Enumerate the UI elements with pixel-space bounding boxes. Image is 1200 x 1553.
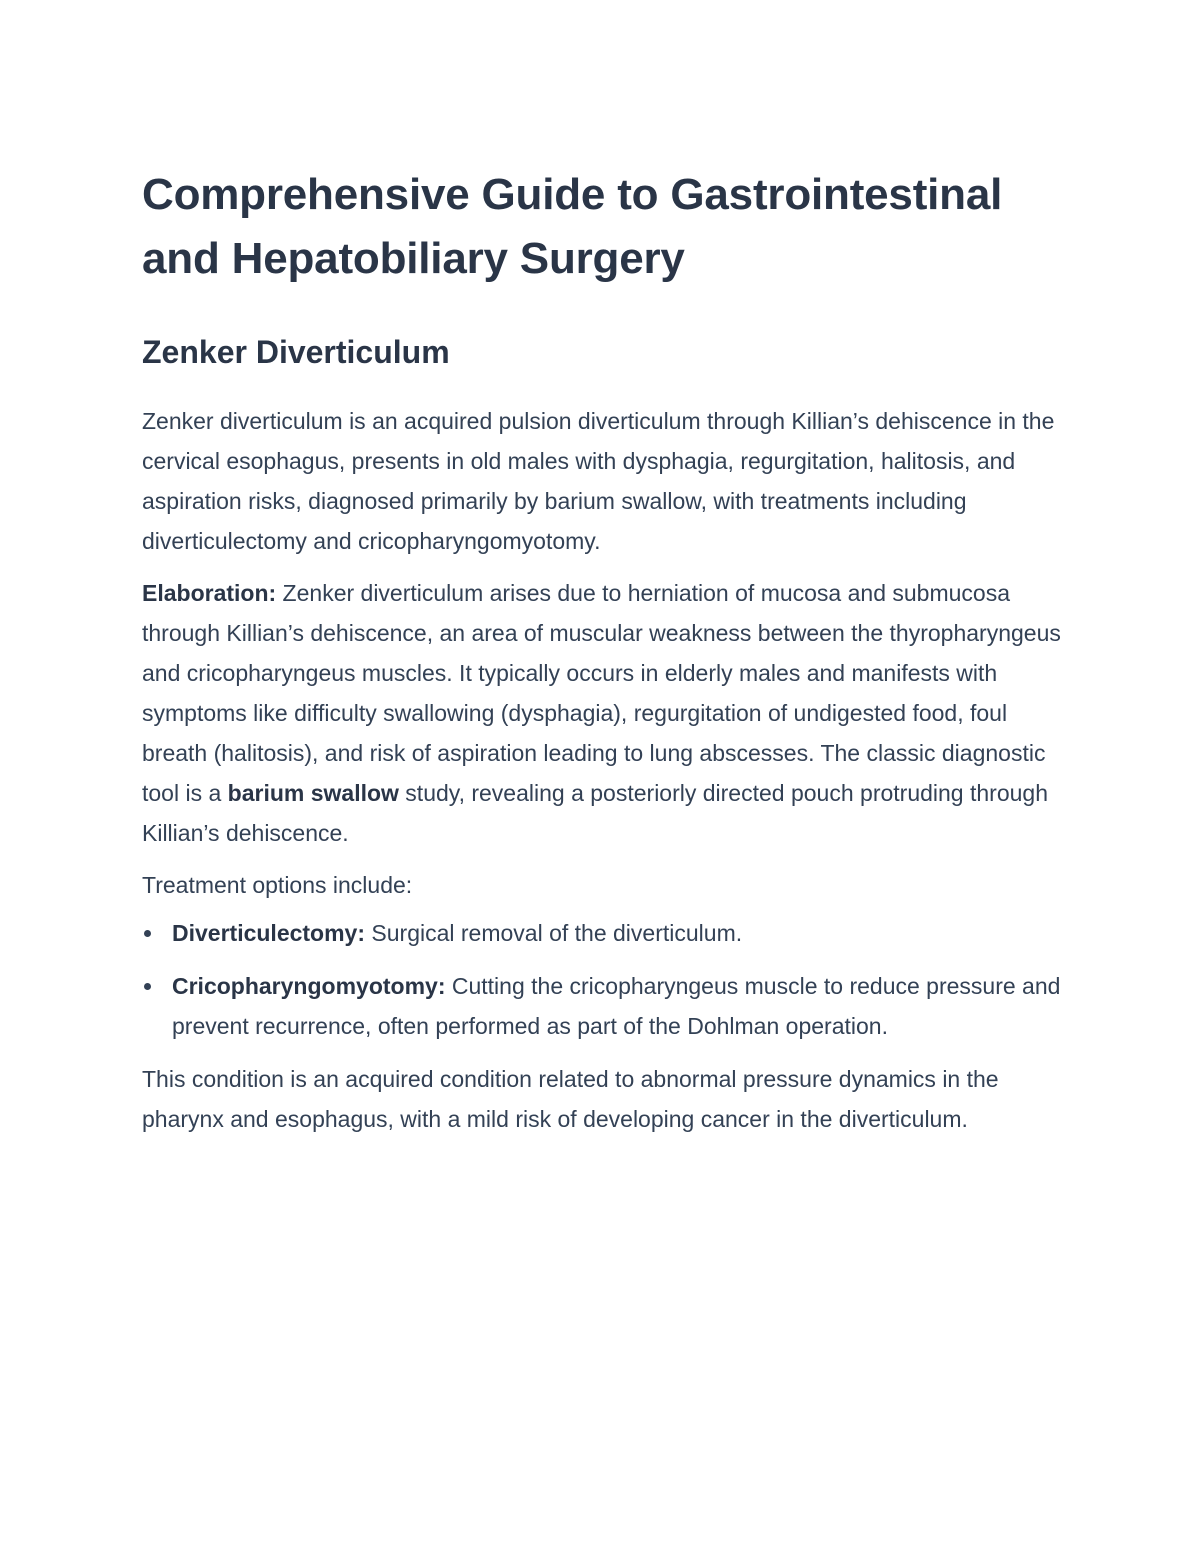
section-heading: Zenker Diverticulum: [142, 334, 450, 370]
elaboration-paragraph: [142, 573, 1062, 853]
closing-paragraph: This condition is an acquired condition related to abnormal pressure dynamics in the pharynx and esophagus, with a mild risk of developing cancer in the diverticulum.: [142, 1066, 999, 1132]
treatment-list: [142, 913, 1062, 1046]
elaboration-text-1: Zenker diverticulum arises due to herniation of mucosa and submucosa through Killian’s dehiscence, an area of muscular weakness between the thyropharyngeus and cricopharyngeus muscles. It typically occurs in elderly males and manifests with symptoms like difficulty swallowing (dysphagia), regurgitation of undigested food, foul breath (halitosis), and risk of aspiration leading to lung abscesses. The classic diagnostic tool is a: [142, 580, 1061, 806]
list-item: [142, 913, 1062, 953]
elaboration-text-2: study, revealing a posteriorly directed pouch protruding through Killian’s dehiscence.: [142, 780, 1048, 846]
treatment-term: Diverticulectomy:: [172, 920, 366, 946]
document-page: [142, 163, 1062, 1139]
treatment-description: Cutting the cricopharyngeus muscle to reduce pressure and prevent recurrence, often performed as part of the Dohlman operation.: [172, 973, 1061, 1039]
document-title: Comprehensive Guide to Gastrointestinal and Hepatobiliary Surgery: [142, 170, 1003, 283]
elaboration-label: Elaboration:: [142, 580, 277, 606]
elaboration-bold-term: barium swallow: [227, 780, 399, 806]
intro-paragraph: Zenker diverticulum is an acquired pulsion diverticulum through Killian’s dehiscence in the cervical esophagus, presents in old males with dysphagia, regurgitation, halitosis, and aspiration risks, diagnosed primarily by barium swallow, with treatments including diverticulectomy and cricopharyngomyotomy.: [142, 408, 1055, 554]
treatment-term: Cricopharyngomyotomy:: [172, 973, 446, 999]
bullet-icon: [144, 983, 151, 990]
treatment-description: Surgical removal of the diverticulum.: [365, 920, 743, 946]
list-item: [142, 966, 1062, 1046]
bullet-icon: [144, 930, 151, 937]
treatment-intro: Treatment options include:: [142, 872, 413, 898]
